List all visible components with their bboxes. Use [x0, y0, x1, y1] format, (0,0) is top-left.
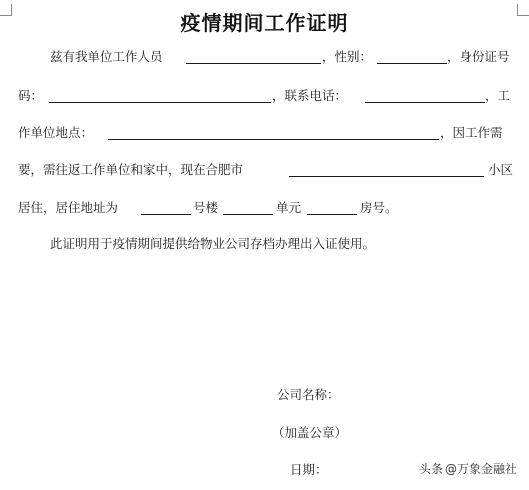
text-work-reason: ，因工作需 [440, 125, 503, 140]
text-commute-statement: 要，需往返工作单位和家中，现在合肥市 [18, 162, 244, 177]
text-id-label-start: ，身份证号 [447, 49, 510, 64]
blank-work-location[interactable] [108, 121, 439, 140]
text-community-suffix: 小区 [488, 162, 514, 177]
text-building-suffix: 号楼 [193, 200, 219, 215]
watermark [419, 460, 517, 477]
blank-building-number[interactable] [141, 196, 191, 215]
body-line-4 [0, 158, 529, 182]
purpose-statement: 此证明用于疫情期间提供给物业公司存档办理出入证使用。 [50, 236, 376, 251]
text-gender-label: ，性别： [322, 49, 373, 64]
date-label: 日期： [290, 462, 328, 477]
text-address-label: 居住，居住地址为 [18, 200, 119, 215]
text-id-label-end: 码： [18, 88, 44, 103]
blank-room-number[interactable] [307, 196, 357, 215]
blank-id-number[interactable] [49, 84, 271, 103]
company-name-label: 公司名称： [277, 387, 340, 402]
blank-unit-number[interactable] [223, 196, 273, 215]
blank-employee-name[interactable] [186, 45, 321, 64]
seal-label: （加盖公章） [272, 425, 348, 440]
text-room-suffix: 房号。 [360, 200, 398, 215]
blank-phone[interactable] [365, 84, 485, 103]
text-work-location-label: 作单位地点： [18, 125, 94, 140]
text-employee-intro: 兹有我单位工作人员 [50, 49, 163, 64]
document-title: 疫情期间工作证明 [180, 11, 349, 35]
watermark-platform: 头条 [418, 462, 443, 476]
blank-gender[interactable] [377, 45, 447, 64]
blank-community-name[interactable] [289, 158, 484, 177]
body-line-5 [0, 196, 529, 220]
body-line-1 [0, 45, 529, 69]
text-unit-suffix: 单元 [276, 200, 302, 215]
body-line-3 [0, 121, 529, 145]
body-line-2 [0, 84, 529, 108]
text-phone-label: ，联系电话： [272, 88, 348, 103]
watermark-account: @万象金融社 [444, 462, 517, 476]
text-work-start: ，工 [485, 88, 511, 103]
